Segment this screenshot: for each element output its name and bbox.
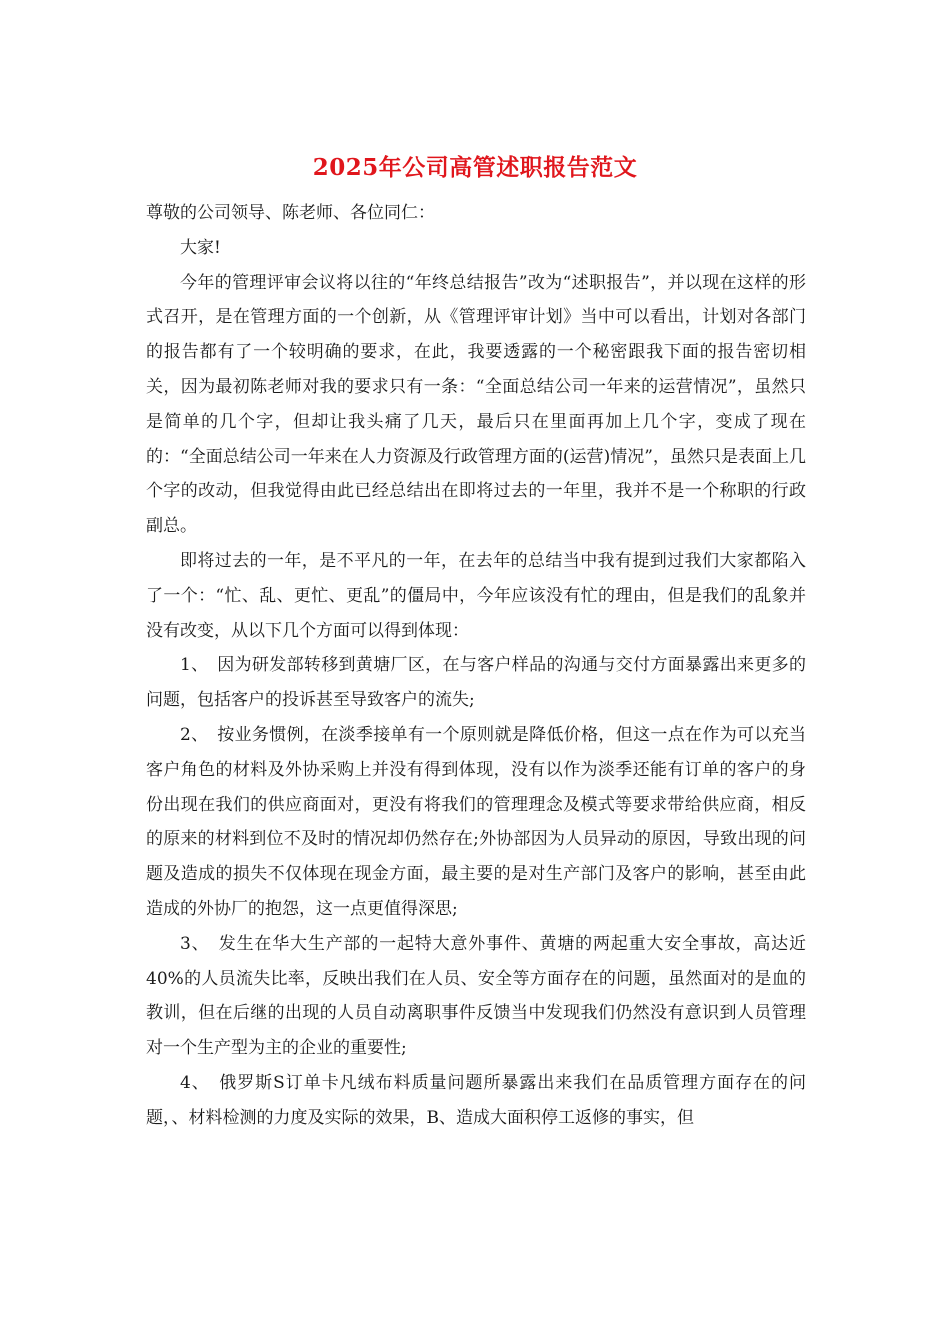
- list-item-2: 2、 按业务惯例，在淡季接单有一个原则就是降低价格，但这一点在作为可以充当客户角色的材料及外协采购上并没有得到体现，没有以作为淡季还能有订单的客户的身份出现在我们的供应商面对，更没有将我们的管理理念及模式等要求带给供应商，相反的原来的材料到位不及时的情况却仍然存在;外协部因为人员异动的原因，导致出现的问题及造成的损失不仅体现在现金方面，最主要的是对生产部门及客户的影响，甚至由此造成的外协厂的抱怨，这一点更值得深思;: [146, 724, 806, 919]
- paragraph-intro: 今年的管理评审会议将以往的“年终总结报告”改为“述职报告”，并以现在这样的形式召开，是在管理方面的一个创新，从《管理评审计划》当中可以看出，计划对各部门的报告都有了一个较明确的要求，在此，我要透露的一个秘密跟我下面的报告密切相关，因为最初陈老师对我的要求只有一条：“全面总结公司一年来的运营情况”，虽然只是简单的几个字，但却让我头痛了几天，最后只在里面再加上几个字，变成了现在的：“全面总结公司一年来在人力资源及行政管理方面的(运营)情况”，虽然只是表面上几个字的改动，但我觉得由此已经总结出在即将过去的一年里，我并不是一个称职的行政副总。: [146, 272, 806, 537]
- document-title: 2025年公司高管述职报告范文: [312, 154, 638, 181]
- list-item-1: 1、 因为研发部转移到黄塘厂区，在与客户样品的沟通与交付方面暴露出来更多的问题，包括客户的投诉甚至导致客户的流失;: [146, 655, 806, 711]
- list-item-3: 3、 发生在华大生产部的一起特大意外事件、黄塘的两起重大安全事故，高达近40%的人员流失比率，反映出我们在人员、安全等方面存在的问题，虽然面对的是血的教训，但在后继的出现的人员自动离职事件反馈当中发现我们仍然没有意识到人员管理对一个生产型为主的企业的重要性;: [146, 933, 806, 1059]
- paragraph-overview: 即将过去的一年，是不平凡的一年，在去年的总结当中我有提到过我们大家都陷入了一个：“忙、乱、更忙、更乱”的僵局中，今年应该没有忙的理由，但是我们的乱象并没有改变，从以下几个方面可以得到体现：: [146, 550, 806, 641]
- salutation: 尊敬的公司领导、陈老师、各位同仁：: [146, 203, 435, 223]
- list-item-4: 4、 俄罗斯S订单卡凡绒布料质量问题所暴露出来我们在品质管理方面存在的问题，、材料检测的力度及实际的效果，B、造成大面积停工返修的事实，但: [146, 1072, 806, 1128]
- document-body: [146, 196, 806, 1136]
- greeting: 大家!: [180, 237, 221, 258]
